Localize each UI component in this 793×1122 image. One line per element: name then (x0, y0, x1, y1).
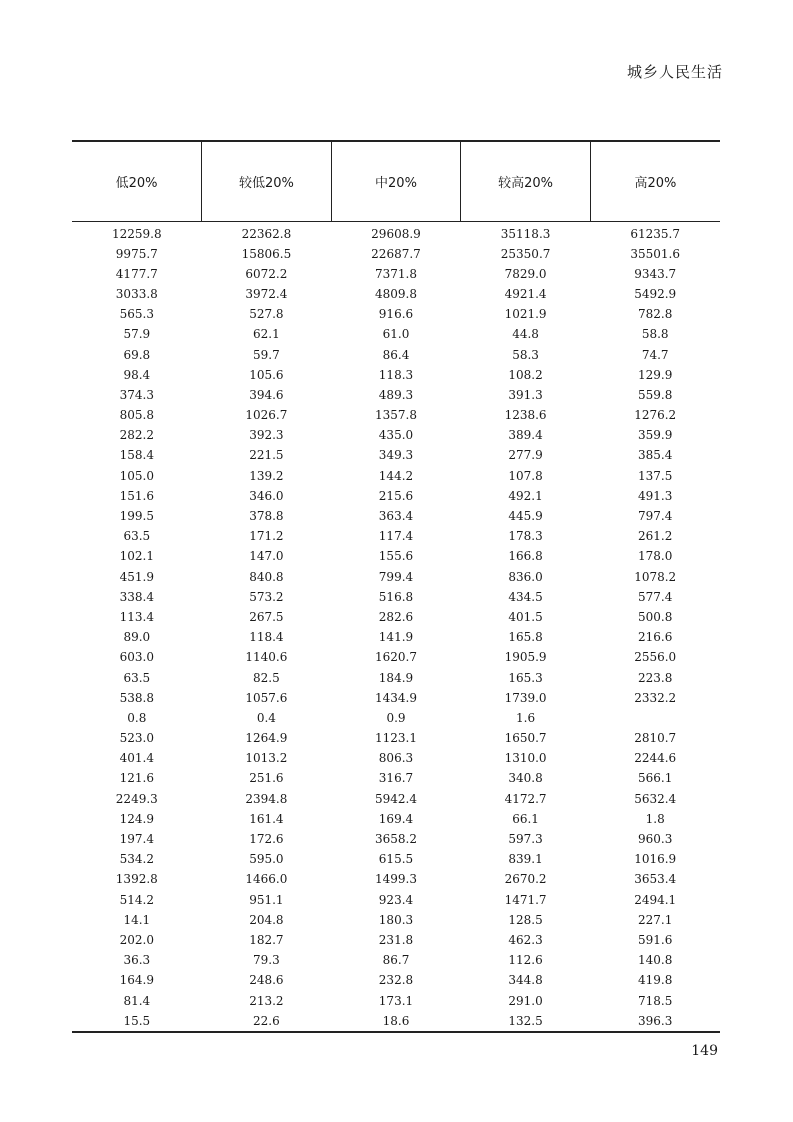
cell-low-20: 36.3 (123, 953, 151, 968)
cell-middle-20: 4809.8 (374, 286, 417, 301)
cell-low-20: 151.6 (119, 488, 154, 503)
cell-high-20: 74.7 (641, 347, 669, 362)
table-row (72, 546, 720, 566)
table-row (72, 1011, 720, 1032)
cell-upper-middle-20: 58.3 (512, 347, 539, 362)
cell-low-20: 199.5 (119, 509, 154, 524)
table-row (72, 466, 720, 486)
table-row (72, 708, 720, 728)
cell-middle-20: 61.0 (382, 327, 410, 342)
cell-lower-middle-20: 1140.6 (245, 650, 288, 665)
cell-lower-middle-20: 248.6 (249, 973, 284, 988)
cell-high-20: 385.4 (638, 448, 673, 463)
table-row (72, 607, 720, 627)
cell-upper-middle-20: 597.3 (508, 832, 543, 847)
cell-upper-middle-20: 112.6 (508, 953, 543, 968)
cell-middle-20: 1123.1 (374, 731, 417, 746)
cell-lower-middle-20: 1013.2 (245, 751, 288, 766)
cell-low-20: 401.4 (119, 751, 154, 766)
cell-upper-middle-20: 836.0 (508, 569, 543, 584)
cell-middle-20: 435.0 (378, 428, 414, 443)
cell-upper-middle-20: 4921.4 (504, 286, 547, 301)
cell-low-20: 121.6 (119, 771, 154, 786)
table-row (72, 244, 720, 264)
header-upper-middle-20: 较高20% (461, 141, 591, 221)
cell-low-20: 9975.7 (115, 246, 158, 261)
table-row (72, 809, 720, 829)
table-row (72, 647, 720, 667)
cell-low-20: 451.9 (119, 569, 154, 584)
table-row (72, 869, 720, 889)
cell-middle-20: 489.3 (378, 387, 414, 402)
header-middle-20: 中20% (331, 141, 461, 221)
cell-low-20: 89.0 (123, 630, 151, 645)
cell-middle-20: 169.4 (378, 811, 414, 826)
cell-upper-middle-20: 35118.3 (500, 226, 551, 241)
header-low-20: 低20% (115, 175, 158, 191)
cell-low-20: 164.9 (119, 973, 154, 988)
cell-lower-middle-20: 840.8 (249, 569, 284, 584)
cell-high-20: 1276.2 (634, 408, 677, 423)
cell-low-20: 3033.8 (115, 286, 158, 301)
cell-high-20: 396.3 (638, 1013, 673, 1028)
cell-lower-middle-20: 2394.8 (245, 791, 288, 806)
cell-lower-middle-20: 105.6 (249, 367, 284, 382)
cell-middle-20: 215.6 (378, 488, 414, 503)
cell-lower-middle-20: 3972.4 (245, 286, 288, 301)
cell-middle-20: 22687.7 (371, 246, 421, 261)
table-row (72, 324, 720, 344)
cell-middle-20: 282.6 (378, 609, 414, 624)
cell-lower-middle-20: 595.0 (249, 852, 284, 867)
table-row (72, 587, 720, 607)
cell-high-20: 591.6 (638, 932, 673, 947)
table-row (72, 890, 720, 910)
cell-lower-middle-20: 346.0 (249, 488, 284, 503)
cell-upper-middle-20: 291.0 (508, 993, 543, 1008)
cell-lower-middle-20: 147.0 (249, 549, 284, 564)
cell-lower-middle-20: 267.5 (249, 609, 284, 624)
cell-middle-20: 1434.9 (374, 690, 417, 705)
cell-upper-middle-20: 389.4 (508, 428, 543, 443)
cell-high-20: 500.8 (638, 609, 673, 624)
cell-middle-20: 180.3 (378, 912, 414, 927)
table-row (72, 910, 720, 930)
cell-high-20: 261.2 (638, 529, 673, 544)
cell-middle-20: 363.4 (378, 509, 414, 524)
table-row (72, 344, 720, 364)
cell-low-20: 2249.3 (115, 791, 158, 806)
cell-upper-middle-20: 1310.0 (504, 751, 547, 766)
cell-upper-middle-20: 25350.7 (500, 246, 551, 261)
cell-upper-middle-20: 165.8 (508, 630, 543, 645)
cell-middle-20: 3658.2 (374, 832, 417, 847)
cell-low-20: 338.4 (119, 589, 154, 604)
cell-upper-middle-20: 178.3 (508, 529, 543, 544)
table-row (72, 506, 720, 526)
cell-lower-middle-20: 79.3 (253, 953, 280, 968)
table-row (72, 728, 720, 748)
cell-upper-middle-20: 44.8 (512, 327, 539, 342)
table-row (72, 688, 720, 708)
table-row (72, 990, 720, 1010)
cell-middle-20: 516.8 (378, 589, 414, 604)
table-row (72, 221, 720, 244)
cell-lower-middle-20: 378.8 (249, 509, 284, 524)
table-header (72, 141, 720, 221)
cell-high-20: 577.4 (638, 589, 673, 604)
table-row (72, 768, 720, 788)
cell-lower-middle-20: 951.1 (249, 892, 284, 907)
cell-upper-middle-20: 2670.2 (504, 872, 547, 887)
cell-lower-middle-20: 171.2 (249, 529, 284, 544)
cell-high-20: 566.1 (638, 771, 673, 786)
cell-lower-middle-20: 1466.0 (245, 872, 288, 887)
table-row (72, 304, 720, 324)
cell-low-20: 197.4 (119, 832, 154, 847)
data-table (72, 140, 720, 1033)
cell-lower-middle-20: 172.6 (249, 832, 284, 847)
cell-high-20: 9343.7 (634, 266, 677, 281)
cell-upper-middle-20: 1471.7 (504, 892, 547, 907)
cell-middle-20: 144.2 (378, 468, 414, 483)
table-row (72, 970, 720, 990)
cell-upper-middle-20: 1739.0 (504, 690, 547, 705)
cell-upper-middle-20: 839.1 (508, 852, 543, 867)
cell-low-20: 565.3 (119, 307, 154, 322)
cell-middle-20: 923.4 (378, 892, 414, 907)
cell-high-20: 227.1 (638, 912, 673, 927)
cell-low-20: 805.8 (119, 408, 154, 423)
cell-low-20: 124.9 (119, 811, 154, 826)
cell-low-20: 523.0 (119, 731, 154, 746)
cell-lower-middle-20: 392.3 (249, 428, 284, 443)
cell-high-20: 58.8 (641, 327, 669, 342)
cell-upper-middle-20: 107.8 (508, 468, 543, 483)
cell-middle-20: 184.9 (378, 670, 414, 685)
cell-high-20: 5492.9 (634, 286, 677, 301)
cell-low-20: 98.4 (123, 367, 151, 382)
cell-high-20: 2244.6 (634, 751, 677, 766)
table-row (72, 667, 720, 687)
cell-lower-middle-20: 59.7 (253, 347, 280, 362)
cell-upper-middle-20: 1238.6 (504, 408, 547, 423)
page-number: 149 (691, 1043, 718, 1059)
cell-upper-middle-20: 492.1 (508, 488, 543, 503)
cell-high-20: 782.8 (638, 307, 673, 322)
cell-middle-20: 316.7 (378, 771, 414, 786)
cell-low-20: 202.0 (119, 932, 154, 947)
cell-lower-middle-20: 22.6 (253, 1013, 280, 1028)
cell-lower-middle-20: 573.2 (249, 589, 284, 604)
table-row (72, 425, 720, 445)
cell-low-20: 15.5 (123, 1013, 151, 1028)
cell-lower-middle-20: 82.5 (253, 670, 280, 685)
table-row (72, 789, 720, 809)
cell-upper-middle-20: 1650.7 (504, 731, 547, 746)
cell-low-20: 1392.8 (115, 872, 158, 887)
cell-lower-middle-20: 251.6 (249, 771, 284, 786)
cell-middle-20: 18.6 (382, 1013, 410, 1028)
cell-low-20: 12259.8 (111, 226, 162, 241)
table-row (72, 365, 720, 385)
cell-low-20: 63.5 (123, 670, 151, 685)
cell-middle-20: 231.8 (378, 932, 414, 947)
cell-middle-20: 117.4 (378, 529, 414, 544)
cell-low-20: 534.2 (119, 852, 154, 867)
cell-lower-middle-20: 1026.7 (245, 408, 288, 423)
cell-middle-20: 141.9 (378, 630, 414, 645)
cell-middle-20: 1620.7 (374, 650, 417, 665)
table-row (72, 930, 720, 950)
cell-middle-20: 5942.4 (374, 791, 417, 806)
table-row (72, 385, 720, 405)
cell-upper-middle-20: 1.6 (516, 710, 536, 725)
income-quintile-table (72, 140, 720, 1033)
cell-high-20: 359.9 (638, 428, 673, 443)
cell-upper-middle-20: 4172.7 (504, 791, 547, 806)
cell-high-20: 5632.4 (634, 791, 677, 806)
cell-high-20: 140.8 (638, 953, 673, 968)
cell-upper-middle-20: 344.8 (508, 973, 543, 988)
cell-high-20: 960.3 (638, 832, 673, 847)
cell-high-20: 491.3 (638, 488, 673, 503)
cell-middle-20: 806.3 (378, 751, 414, 766)
cell-upper-middle-20: 391.3 (508, 387, 543, 402)
cell-low-20: 69.8 (123, 347, 151, 362)
cell-upper-middle-20: 445.9 (508, 509, 543, 524)
cell-middle-20: 615.5 (378, 852, 414, 867)
cell-upper-middle-20: 340.8 (508, 771, 543, 786)
cell-high-20: 559.8 (638, 387, 673, 402)
cell-high-20: 223.8 (638, 670, 673, 685)
table-row (72, 829, 720, 849)
cell-high-20: 129.9 (638, 367, 673, 382)
cell-low-20: 113.4 (119, 609, 154, 624)
header-row (72, 141, 720, 221)
cell-high-20: 2556.0 (634, 650, 677, 665)
table-row (72, 627, 720, 647)
cell-low-20: 282.2 (119, 428, 154, 443)
cell-high-20: 216.6 (638, 630, 673, 645)
cell-low-20: 102.1 (119, 549, 154, 564)
running-head: 城乡人民生活 (626, 63, 723, 81)
cell-middle-20: 86.4 (382, 347, 410, 362)
cell-low-20: 603.0 (119, 650, 154, 665)
cell-middle-20: 349.3 (378, 448, 414, 463)
cell-middle-20: 173.1 (378, 993, 414, 1008)
cell-high-20: 35501.6 (630, 246, 680, 261)
cell-low-20: 57.9 (123, 327, 151, 342)
cell-middle-20: 29608.9 (371, 226, 421, 241)
cell-lower-middle-20: 161.4 (249, 811, 284, 826)
cell-lower-middle-20: 118.4 (249, 630, 284, 645)
cell-middle-20: 155.6 (378, 549, 414, 564)
cell-low-20: 14.1 (123, 912, 151, 927)
cell-middle-20: 118.3 (378, 367, 414, 382)
cell-high-20: 1078.2 (634, 569, 677, 584)
cell-low-20: 105.0 (119, 468, 154, 483)
cell-upper-middle-20: 434.5 (508, 589, 543, 604)
cell-lower-middle-20: 221.5 (249, 448, 284, 463)
cell-high-20: 3653.4 (634, 872, 677, 887)
cell-low-20: 81.4 (123, 993, 151, 1008)
cell-middle-20: 916.6 (378, 307, 414, 322)
cell-lower-middle-20: 1057.6 (245, 690, 288, 705)
cell-lower-middle-20: 1264.9 (245, 731, 288, 746)
cell-high-20: 1016.9 (634, 852, 677, 867)
cell-lower-middle-20: 62.1 (253, 327, 280, 342)
cell-upper-middle-20: 128.5 (508, 912, 543, 927)
table-row (72, 264, 720, 284)
cell-middle-20: 1499.3 (374, 872, 417, 887)
cell-upper-middle-20: 7829.0 (504, 266, 547, 281)
table-row (72, 486, 720, 506)
cell-lower-middle-20: 204.8 (249, 912, 284, 927)
cell-middle-20: 1357.8 (374, 408, 417, 423)
cell-upper-middle-20: 1021.9 (504, 307, 547, 322)
cell-low-20: 4177.7 (115, 266, 158, 281)
cell-high-20: 419.8 (638, 973, 673, 988)
cell-high-20 (590, 708, 720, 728)
cell-upper-middle-20: 462.3 (508, 932, 543, 947)
table-row (72, 284, 720, 304)
cell-high-20: 178.0 (638, 549, 673, 564)
cell-high-20: 137.5 (638, 468, 673, 483)
cell-upper-middle-20: 165.3 (508, 670, 543, 685)
cell-high-20: 2810.7 (634, 731, 677, 746)
cell-low-20: 158.4 (119, 448, 154, 463)
cell-lower-middle-20: 0.4 (256, 710, 276, 725)
cell-lower-middle-20: 22362.8 (241, 226, 292, 241)
cell-lower-middle-20: 527.8 (249, 307, 284, 322)
cell-high-20: 718.5 (638, 993, 673, 1008)
header-high-20: 高20% (590, 141, 720, 221)
cell-middle-20: 86.7 (382, 953, 410, 968)
cell-high-20: 2332.2 (634, 690, 677, 705)
header-lower-middle-20: 较低20% (202, 141, 332, 221)
cell-middle-20: 232.8 (378, 973, 414, 988)
table-row (72, 748, 720, 768)
cell-upper-middle-20: 1905.9 (504, 650, 547, 665)
cell-lower-middle-20: 15806.5 (241, 246, 292, 261)
cell-low-20: 514.2 (119, 892, 154, 907)
cell-upper-middle-20: 166.8 (508, 549, 543, 564)
cell-upper-middle-20: 277.9 (508, 448, 543, 463)
cell-lower-middle-20: 139.2 (249, 468, 284, 483)
cell-high-20: 61235.7 (630, 226, 680, 241)
cell-middle-20: 0.9 (386, 710, 406, 725)
cell-middle-20: 799.4 (378, 569, 414, 584)
table-row (72, 950, 720, 970)
table-row (72, 405, 720, 425)
table-row (72, 526, 720, 546)
cell-high-20: 1.8 (645, 811, 665, 826)
table-row (72, 567, 720, 587)
cell-middle-20: 7371.8 (374, 266, 417, 281)
cell-upper-middle-20: 108.2 (508, 367, 543, 382)
cell-low-20: 538.8 (119, 690, 154, 705)
cell-lower-middle-20: 6072.2 (245, 266, 288, 281)
table-body (72, 221, 720, 1032)
cell-low-20: 0.8 (127, 710, 147, 725)
cell-lower-middle-20: 213.2 (249, 993, 284, 1008)
cell-upper-middle-20: 132.5 (508, 1013, 543, 1028)
cell-upper-middle-20: 401.5 (508, 609, 543, 624)
cell-high-20: 2494.1 (634, 892, 677, 907)
cell-lower-middle-20: 182.7 (249, 932, 284, 947)
cell-upper-middle-20: 66.1 (512, 811, 539, 826)
cell-high-20: 797.4 (638, 509, 673, 524)
cell-low-20: 63.5 (123, 529, 151, 544)
cell-lower-middle-20: 394.6 (249, 387, 284, 402)
cell-low-20: 374.3 (119, 387, 154, 402)
table-row (72, 445, 720, 465)
table-row (72, 849, 720, 869)
